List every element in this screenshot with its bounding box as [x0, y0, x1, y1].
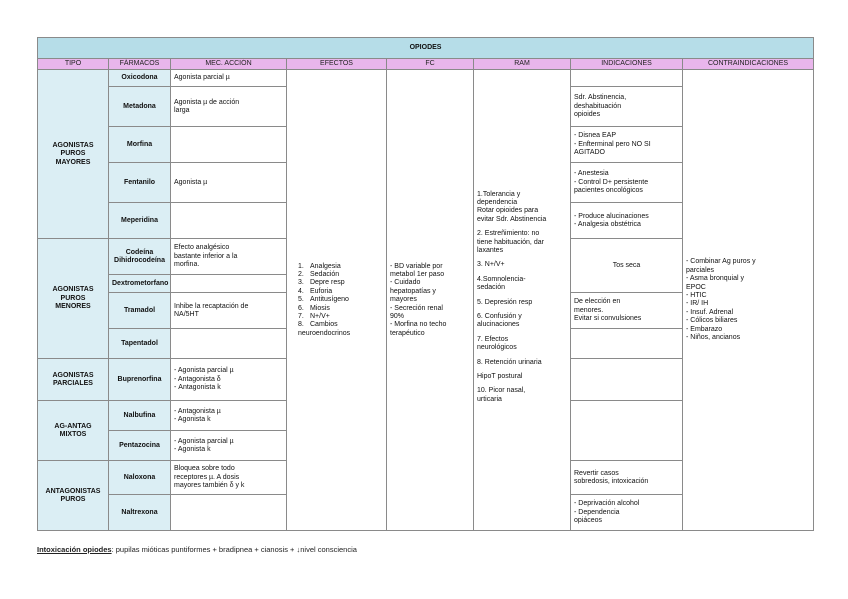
tipo-antagonistas: ANTAGONISTAS PUROS — [38, 461, 109, 531]
mec-tramadol: Inhibe la recaptación de NA/5HT — [171, 293, 287, 329]
farmaco-pentazocina: Pentazocina — [109, 431, 171, 461]
header-fc: FC — [387, 59, 474, 70]
ind-meperidina: - Produce alucinaciones - Analgesia obstétrica — [571, 203, 683, 239]
ram-item: HipoT postural — [477, 373, 523, 381]
mec-tapentadol — [171, 329, 287, 359]
header-tipo: TIPO — [38, 59, 109, 70]
ind-buprenorfina — [571, 359, 683, 401]
efecto-item: 8. Cambios neuroendocrinos — [298, 321, 351, 337]
footnote — [37, 545, 357, 554]
farmaco-tramadol: Tramadol — [109, 293, 171, 329]
footnote-label: Intoxicación opiodes — [37, 545, 112, 554]
ram-item: 1.Tolerancia y dependencia Rotar opioides para evitar Sdr. Abstinencia — [477, 190, 547, 223]
ind-tapentadol — [571, 329, 683, 359]
header-mec-accion: MEC. ACCIÓN — [171, 59, 287, 70]
mec-metadona: Agonista µ de acción larga — [171, 87, 287, 127]
mec-fentanilo: Agonista µ — [171, 163, 287, 203]
farmaco-metadona: Metadona — [109, 87, 171, 127]
header-farmacos: FÁRMACOS — [109, 59, 171, 70]
farmaco-naltrexona: Naltrexona — [109, 495, 171, 531]
mec-codeina: Efecto analgésico bastante inferior a la morfina. — [171, 239, 287, 275]
mec-oxicodona: Agonista parcial µ — [171, 70, 287, 87]
efectos-list — [290, 263, 383, 339]
farmaco-meperidina: Meperidina — [109, 203, 171, 239]
farmaco-morfina: Morfina — [109, 127, 171, 163]
mec-naloxona: Bloquea sobre todo receptores µ. A dosis mayores también δ y k — [171, 461, 287, 495]
ind-oxicodona — [571, 70, 683, 87]
ram-item: 7. Efectos neurológicos — [477, 335, 517, 352]
fc-cell: - BD variable por metabol 1er paso - Cuidado hepatopatías y mayores - Secreción renal 90% - Morfina no techo terapéutico — [387, 70, 474, 531]
mec-naltrexona — [171, 495, 287, 531]
mec-nalbufina: - Antagonista µ - Agonista k — [171, 401, 287, 431]
ind-naloxona: Revertir casos sobredosis, intoxicación — [571, 461, 683, 495]
ram-item: 8. Retención urinaria — [477, 358, 542, 366]
ram-item: 4.Somnolencia- sedación — [477, 275, 526, 292]
ind-metadona: Sdr. Abstinencia, deshabituación opioides — [571, 87, 683, 127]
ram-item: 10. Picor nasal, urticaria — [477, 387, 526, 403]
tipo-puros-menores: AGONISTAS PUROS MENORES — [38, 239, 109, 359]
tipo-puros-mayores: AGONISTAS PUROS MAYORES — [38, 70, 109, 239]
contraindicaciones-cell: - Combinar Ag puros y parciales - Asma bronquial y EPOC - HTIC - IR/ IH - Insuf. Adrenal - Cólicos biliares - Embarazo - Niños, ancianos — [683, 70, 814, 531]
farmaco-dextrometorfano: Dextrometorfano — [109, 275, 171, 293]
ind-naltrexona: - Deprivación alcohol - Dependencia opiáceos — [571, 495, 683, 531]
efecto-item: 3. Depre resp — [298, 279, 345, 287]
efecto-item: 4. Euforia — [298, 287, 333, 295]
farmaco-nalbufina: Nalbufina — [109, 401, 171, 431]
farmaco-naloxona: Naloxona — [109, 461, 171, 495]
table-title: OPIODES — [38, 38, 814, 59]
tipo-parciales: AGONISTAS PARCIALES — [38, 359, 109, 401]
efecto-item: 2. Sedación — [298, 270, 340, 278]
efecto-item: 1. Analgesia — [298, 262, 341, 270]
efecto-item: 7. N+/V+ — [298, 313, 330, 321]
farmaco-buprenorfina: Buprenorfina — [109, 359, 171, 401]
ram-cell — [474, 70, 571, 531]
efecto-item: 6. Miosis — [298, 304, 330, 312]
ram-item: 2. Estreñimiento: no tiene habituación, dar laxantes — [477, 230, 544, 254]
ind-morfina: - Disnea EAP - Enfterminal pero NO SI AGITADO — [571, 127, 683, 163]
header-contraindicaciones: CONTRAINDICACIONES — [683, 59, 814, 70]
header-efectos: EFECTOS — [287, 59, 387, 70]
efecto-item: 5. Antitusígeno — [298, 296, 349, 304]
mec-meperidina — [171, 203, 287, 239]
ind-fentanilo: - Anestesia - Control D+ persistente pacientes oncológicos — [571, 163, 683, 203]
ram-item: 3. N+/V+ — [477, 261, 505, 269]
ind-dextrometorfano: Tos seca — [571, 239, 683, 293]
header-ram: RAM — [474, 59, 571, 70]
ind-tramadol: De elección en menores. Evitar si convulsiones — [571, 293, 683, 329]
ram-item: 5. Depresión resp — [477, 298, 533, 306]
header-indicaciones: INDICACIONES — [571, 59, 683, 70]
tipo-ag-antag: AG-ANTAG MIXTOS — [38, 401, 109, 461]
farmaco-codeina: Codeína Dihidrocodeína — [109, 239, 171, 275]
ram-item: 6. Confusión y alucinaciones — [477, 313, 522, 329]
mec-buprenorfina: - Agonista parcial µ - Antagonista δ - Antagonista k — [171, 359, 287, 401]
mec-morfina — [171, 127, 287, 163]
ind-ag-antag — [571, 401, 683, 461]
farmaco-fentanilo: Fentanilo — [109, 163, 171, 203]
efectos-cell — [287, 70, 387, 531]
footnote-text: : pupilas mióticas puntiformes + bradipnea + cianosis + ↓nivel consciencia — [111, 545, 357, 554]
farmaco-oxicodona: Oxicodona — [109, 70, 171, 87]
farmaco-tapentadol: Tapentadol — [109, 329, 171, 359]
opioids-table — [37, 37, 814, 531]
mec-dextrometorfano — [171, 275, 287, 293]
mec-pentazocina: - Agonista parcial µ - Agonista k — [171, 431, 287, 461]
